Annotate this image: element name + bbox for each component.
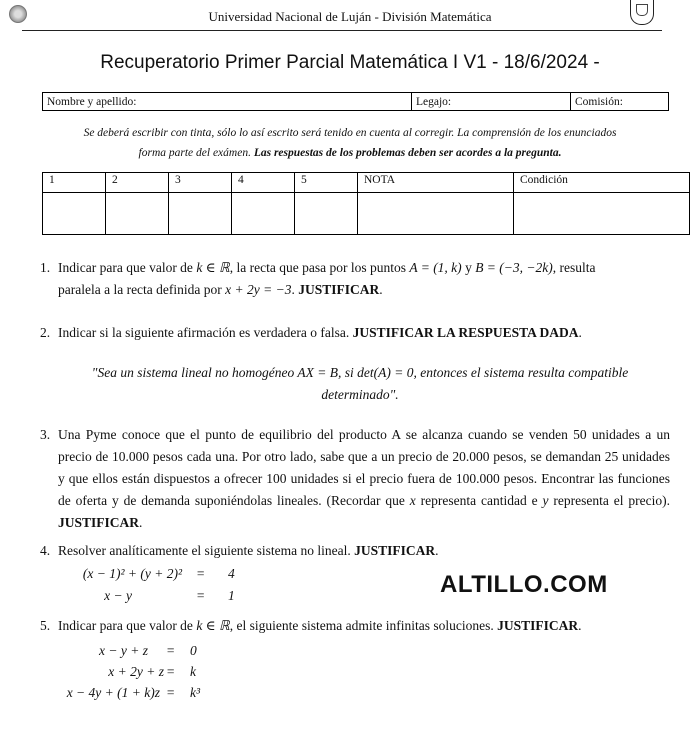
q5-eq3-rhs: k³ bbox=[190, 685, 201, 700]
q1-text: y bbox=[461, 260, 476, 275]
q3-var: y bbox=[542, 493, 549, 508]
comision-field: Comisión: bbox=[571, 93, 669, 111]
question-3-number: 3. bbox=[40, 427, 51, 442]
q5-eq1-equals: = bbox=[166, 643, 176, 658]
q5-eq2-rhs: k bbox=[190, 664, 196, 679]
exam-title: Recuperatorio Primer Parcial Matemática I V1 - 18/6/2024 - bbox=[100, 52, 600, 73]
q1-line-equation: x + 2y = −3 bbox=[225, 282, 292, 297]
question-2-number: 2. bbox=[40, 325, 51, 340]
instructions bbox=[20, 123, 680, 163]
grade-table bbox=[42, 172, 690, 235]
grade-header-3: 3 bbox=[169, 173, 232, 193]
grade-header-1: 1 bbox=[43, 173, 106, 193]
q2-quote: "Sea un sistema lineal no homogéneo AX = B, si det(A) = 0, entonces el sistema resulta compatible bbox=[91, 365, 629, 380]
q5-eq3-lhs: x − 4y + (1 + k)z bbox=[66, 685, 160, 700]
question-2 bbox=[40, 322, 670, 344]
q3-text: representa cantidad e bbox=[415, 493, 543, 508]
q4-eq2-rhs: 1 bbox=[228, 588, 235, 603]
q4-text: . bbox=[435, 543, 439, 558]
question-5 bbox=[40, 615, 670, 637]
q2-quote: determinado". bbox=[321, 387, 399, 402]
grade-header-condicion: Condición bbox=[514, 173, 690, 193]
q1-text: , resulta bbox=[552, 260, 596, 275]
question-4-number: 4. bbox=[40, 543, 51, 558]
grade-header-nota: NOTA bbox=[358, 173, 514, 193]
q1-math: k ∈ ℝ bbox=[196, 260, 230, 275]
q4-eq1-rhs: 4 bbox=[228, 566, 235, 581]
q1-justify: JUSTIFICAR bbox=[298, 282, 380, 297]
grade-cell bbox=[169, 193, 232, 235]
q5-text: , el siguiente sistema admite infinitas soluciones. bbox=[229, 618, 498, 633]
question-2-statement bbox=[40, 362, 680, 406]
grade-cell bbox=[106, 193, 169, 235]
q1-text: Indicar para que valor de bbox=[58, 260, 197, 275]
grade-cell bbox=[43, 193, 106, 235]
division-shield-icon bbox=[630, 0, 654, 25]
grade-cell bbox=[295, 193, 358, 235]
instructions-line2b: Las respuestas de los problemas deben ser acordes a la pregunta. bbox=[253, 147, 562, 159]
q4-text: Resolver analíticamente el siguiente sistema no lineal. bbox=[58, 543, 355, 558]
q1-point-a: A = (1, k) bbox=[409, 260, 462, 275]
grade-header-2: 2 bbox=[106, 173, 169, 193]
q5-text: Indicar para que valor de bbox=[58, 618, 197, 633]
q2-justify: JUSTIFICAR LA RESPUESTA DADA bbox=[352, 325, 579, 340]
q4-eq1-lhs: (x − 1)² + (y + 2)² bbox=[82, 566, 182, 581]
instructions-line2a: forma parte del exámen. bbox=[138, 147, 254, 159]
question-3 bbox=[40, 424, 670, 534]
q4-eq2-lhs: x − y bbox=[104, 588, 132, 603]
question-1 bbox=[40, 257, 670, 301]
header-divider bbox=[22, 30, 662, 31]
q3-text: Una Pyme conoce que el punto de equilibrio del producto A se alcanza cuando se venden 50 unidades a un precio de 10.000 pesos cada una. Por otro lado, sabe que a un precio de 20.000 pesos, se demandan 25 unidades y que ellos están dispuestos a ofrecer 100 unidades si el precio fuera de 100.000 pesos. Encontrar las funciones de oferta y de demanda suponiéndolas lineales. (Recordar que bbox=[58, 427, 670, 508]
grade-header-4: 4 bbox=[232, 173, 295, 193]
question-1-number: 1. bbox=[40, 260, 51, 275]
grade-header-5: 5 bbox=[295, 173, 358, 193]
q5-text: . bbox=[578, 618, 582, 633]
q3-text: representa el precio). bbox=[548, 493, 670, 508]
name-field: Nombre y apellido: bbox=[43, 93, 412, 111]
student-info-table bbox=[42, 92, 669, 111]
q5-justify: JUSTIFICAR bbox=[497, 618, 579, 633]
question-5-number: 5. bbox=[40, 618, 51, 633]
q5-eq2-lhs: x + 2y + z bbox=[108, 664, 164, 679]
q5-eq2-equals: = bbox=[166, 664, 176, 679]
q3-justify: JUSTIFICAR bbox=[58, 515, 140, 530]
q5-eq3-equals: = bbox=[166, 685, 176, 700]
q1-text: , la recta que pasa por los puntos bbox=[229, 260, 410, 275]
q4-eq1-equals: = bbox=[196, 566, 206, 581]
question-4 bbox=[40, 540, 670, 562]
watermark-logo: ALTILLO.COM bbox=[440, 571, 608, 598]
header-institution: Universidad Nacional de Luján - División Matemática bbox=[208, 9, 492, 24]
grade-cell bbox=[358, 193, 514, 235]
grade-cell bbox=[514, 193, 690, 235]
q5-math: k ∈ ℝ bbox=[196, 618, 230, 633]
legajo-field: Legajo: bbox=[412, 93, 571, 111]
q1-point-b: B = (−3, −2k) bbox=[475, 260, 553, 275]
q4-eq2-equals: = bbox=[196, 588, 206, 603]
q5-eq1-rhs: 0 bbox=[190, 643, 197, 658]
q4-justify: JUSTIFICAR bbox=[354, 543, 436, 558]
q2-text: Indicar si la siguiente afirmación es verdadera o falsa. bbox=[58, 325, 353, 340]
q1-text: . bbox=[379, 282, 383, 297]
instructions-line1: Se deberá escribir con tinta, sólo lo así escrito será tenido en cuenta al corregir. La comprensión de los enunciados bbox=[83, 127, 617, 139]
q1-text: . bbox=[291, 282, 299, 297]
q3-var: x bbox=[409, 493, 416, 508]
q2-text: . bbox=[578, 325, 582, 340]
q3-text: . bbox=[139, 515, 143, 530]
q5-eq1-lhs: x − y + z bbox=[99, 643, 148, 658]
q1-text: paralela a la recta definida por bbox=[58, 282, 226, 297]
grade-cell bbox=[232, 193, 295, 235]
